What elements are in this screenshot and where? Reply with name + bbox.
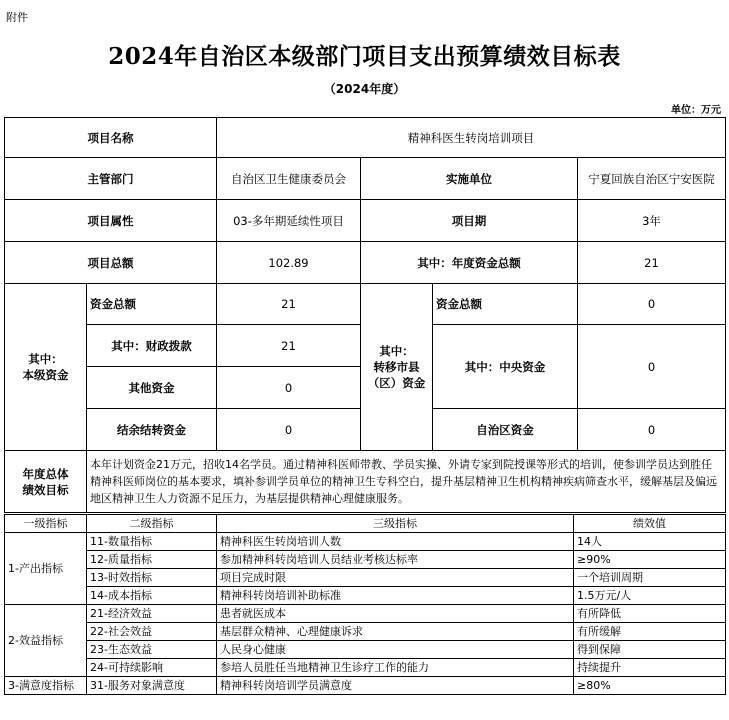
- page-title: 2024年自治区本级部门项目支出预算绩效目标表: [108, 43, 621, 70]
- level3-indicator: 参加精神科转岗培训人员结业考核达标率: [217, 551, 574, 569]
- level2-indicator: 13-时效指标: [87, 569, 217, 587]
- level2-indicator: 11-数量指标: [87, 533, 217, 551]
- transfer-total-label: 资金总额: [433, 284, 578, 325]
- annual-value: 21: [578, 242, 726, 284]
- indicator-header: 绩效值: [574, 515, 726, 533]
- performance-value: 得到保障: [574, 641, 726, 659]
- period-label: 项目期: [361, 200, 578, 242]
- carry-value: 0: [217, 409, 361, 451]
- performance-value: 一个培训周期: [574, 569, 726, 587]
- attachment-label: 附件: [6, 11, 28, 24]
- region-value: 0: [578, 409, 726, 451]
- performance-value: ≥90%: [574, 551, 726, 569]
- carry-label: 结余结转资金: [87, 409, 217, 451]
- level2-indicator: 21-经济效益: [87, 605, 217, 623]
- indicator-row: [5, 569, 726, 587]
- impl-value: 宁夏回族自治区宁安医院: [578, 158, 726, 200]
- fiscal-label: 其中：财政拨款: [87, 325, 217, 367]
- local-total-label: 资金总额: [87, 284, 217, 325]
- local-funds-group-label: 其中： 本级资金: [5, 284, 87, 451]
- impl-label: 实施单位: [361, 158, 578, 200]
- indicator-row: [5, 659, 726, 677]
- other-value: 0: [217, 367, 361, 409]
- level3-indicator: 精神科医生转岗培训人数: [217, 533, 574, 551]
- indicator-header: 一级指标: [5, 515, 87, 533]
- attr-value: 03-多年期延续性项目: [217, 200, 361, 242]
- indicator-header-row: [5, 515, 726, 533]
- level3-indicator: 项目完成时限: [217, 569, 574, 587]
- other-label: 其他资金: [87, 367, 217, 409]
- level1-indicator: 2-效益指标: [5, 605, 87, 677]
- attr-label: 项目属性: [5, 200, 217, 242]
- level3-indicator: 参培人员胜任当地精神卫生诊疗工作的能力: [217, 659, 574, 677]
- goal-label: 年度总体 绩效目标: [5, 451, 87, 513]
- dept-value: 自治区卫生健康委员会: [217, 158, 361, 200]
- indicator-table: [4, 514, 726, 695]
- total-value: 102.89: [217, 242, 361, 284]
- level3-indicator: 精神科转岗培训学员满意度: [217, 677, 574, 695]
- local-total-value: 21: [217, 284, 361, 325]
- goal-text: 本年计划资金21万元，招收14名学员。通过精神科医师带教、学员实操、外请专家到院授课等形式的培训，使参训学员达到胜任精神科医师岗位的基本要求，填补参训学员单位的精神卫生专科空白，提升基层精神卫生机构精神疾病筛查水平，缓解基层及偏远地区精神卫生人力资源不足压力，为基层提供精神心理健康服务。: [87, 451, 726, 513]
- indicator-row: [5, 623, 726, 641]
- level2-indicator: 23-生态效益: [87, 641, 217, 659]
- period-value: 3年: [578, 200, 726, 242]
- indicator-row: [5, 641, 726, 659]
- year-subtitle: （2024年度）: [323, 82, 406, 96]
- performance-value: 有所降低: [574, 605, 726, 623]
- indicator-header: 三级指标: [217, 515, 574, 533]
- level3-indicator: 人民身心健康: [217, 641, 574, 659]
- performance-value: ≥80%: [574, 677, 726, 695]
- level3-indicator: 基层群众精神、心理健康诉求: [217, 623, 574, 641]
- indicator-row: [5, 551, 726, 569]
- indicator-row: [5, 677, 726, 695]
- transfer-total-value: 0: [578, 284, 726, 325]
- project-name-label: 项目名称: [5, 118, 217, 158]
- project-name-value: 精神科医生转岗培训项目: [217, 118, 726, 158]
- level2-indicator: 31-服务对象满意度: [87, 677, 217, 695]
- level2-indicator: 14-成本指标: [87, 587, 217, 605]
- performance-value: 有所缓解: [574, 623, 726, 641]
- transfer-funds-group-label: 其中： 转移市县 （区）资金: [361, 284, 433, 451]
- central-label: 其中：中央资金: [433, 325, 578, 409]
- unit-label: 单位：万元: [671, 105, 721, 116]
- project-info-table: [4, 117, 726, 513]
- level2-indicator: 24-可持续影响: [87, 659, 217, 677]
- level2-indicator: 22-社会效益: [87, 623, 217, 641]
- level3-indicator: 精神科转岗培训补助标准: [217, 587, 574, 605]
- indicator-row: [5, 587, 726, 605]
- indicator-row: [5, 533, 726, 551]
- dept-label: 主管部门: [5, 158, 217, 200]
- indicator-row: [5, 605, 726, 623]
- region-label: 自治区资金: [433, 409, 578, 451]
- level1-indicator: 3-满意度指标: [5, 677, 87, 695]
- level1-indicator: 1-产出指标: [5, 533, 87, 605]
- performance-value: 持续提升: [574, 659, 726, 677]
- total-label: 项目总额: [5, 242, 217, 284]
- central-value: 0: [578, 325, 726, 409]
- level2-indicator: 12-质量指标: [87, 551, 217, 569]
- level3-indicator: 患者就医成本: [217, 605, 574, 623]
- performance-value: 1.5万元/人: [574, 587, 726, 605]
- fiscal-value: 21: [217, 325, 361, 367]
- annual-label: 其中：年度资金总额: [361, 242, 578, 284]
- performance-value: 14人: [574, 533, 726, 551]
- indicator-header: 二级指标: [87, 515, 217, 533]
